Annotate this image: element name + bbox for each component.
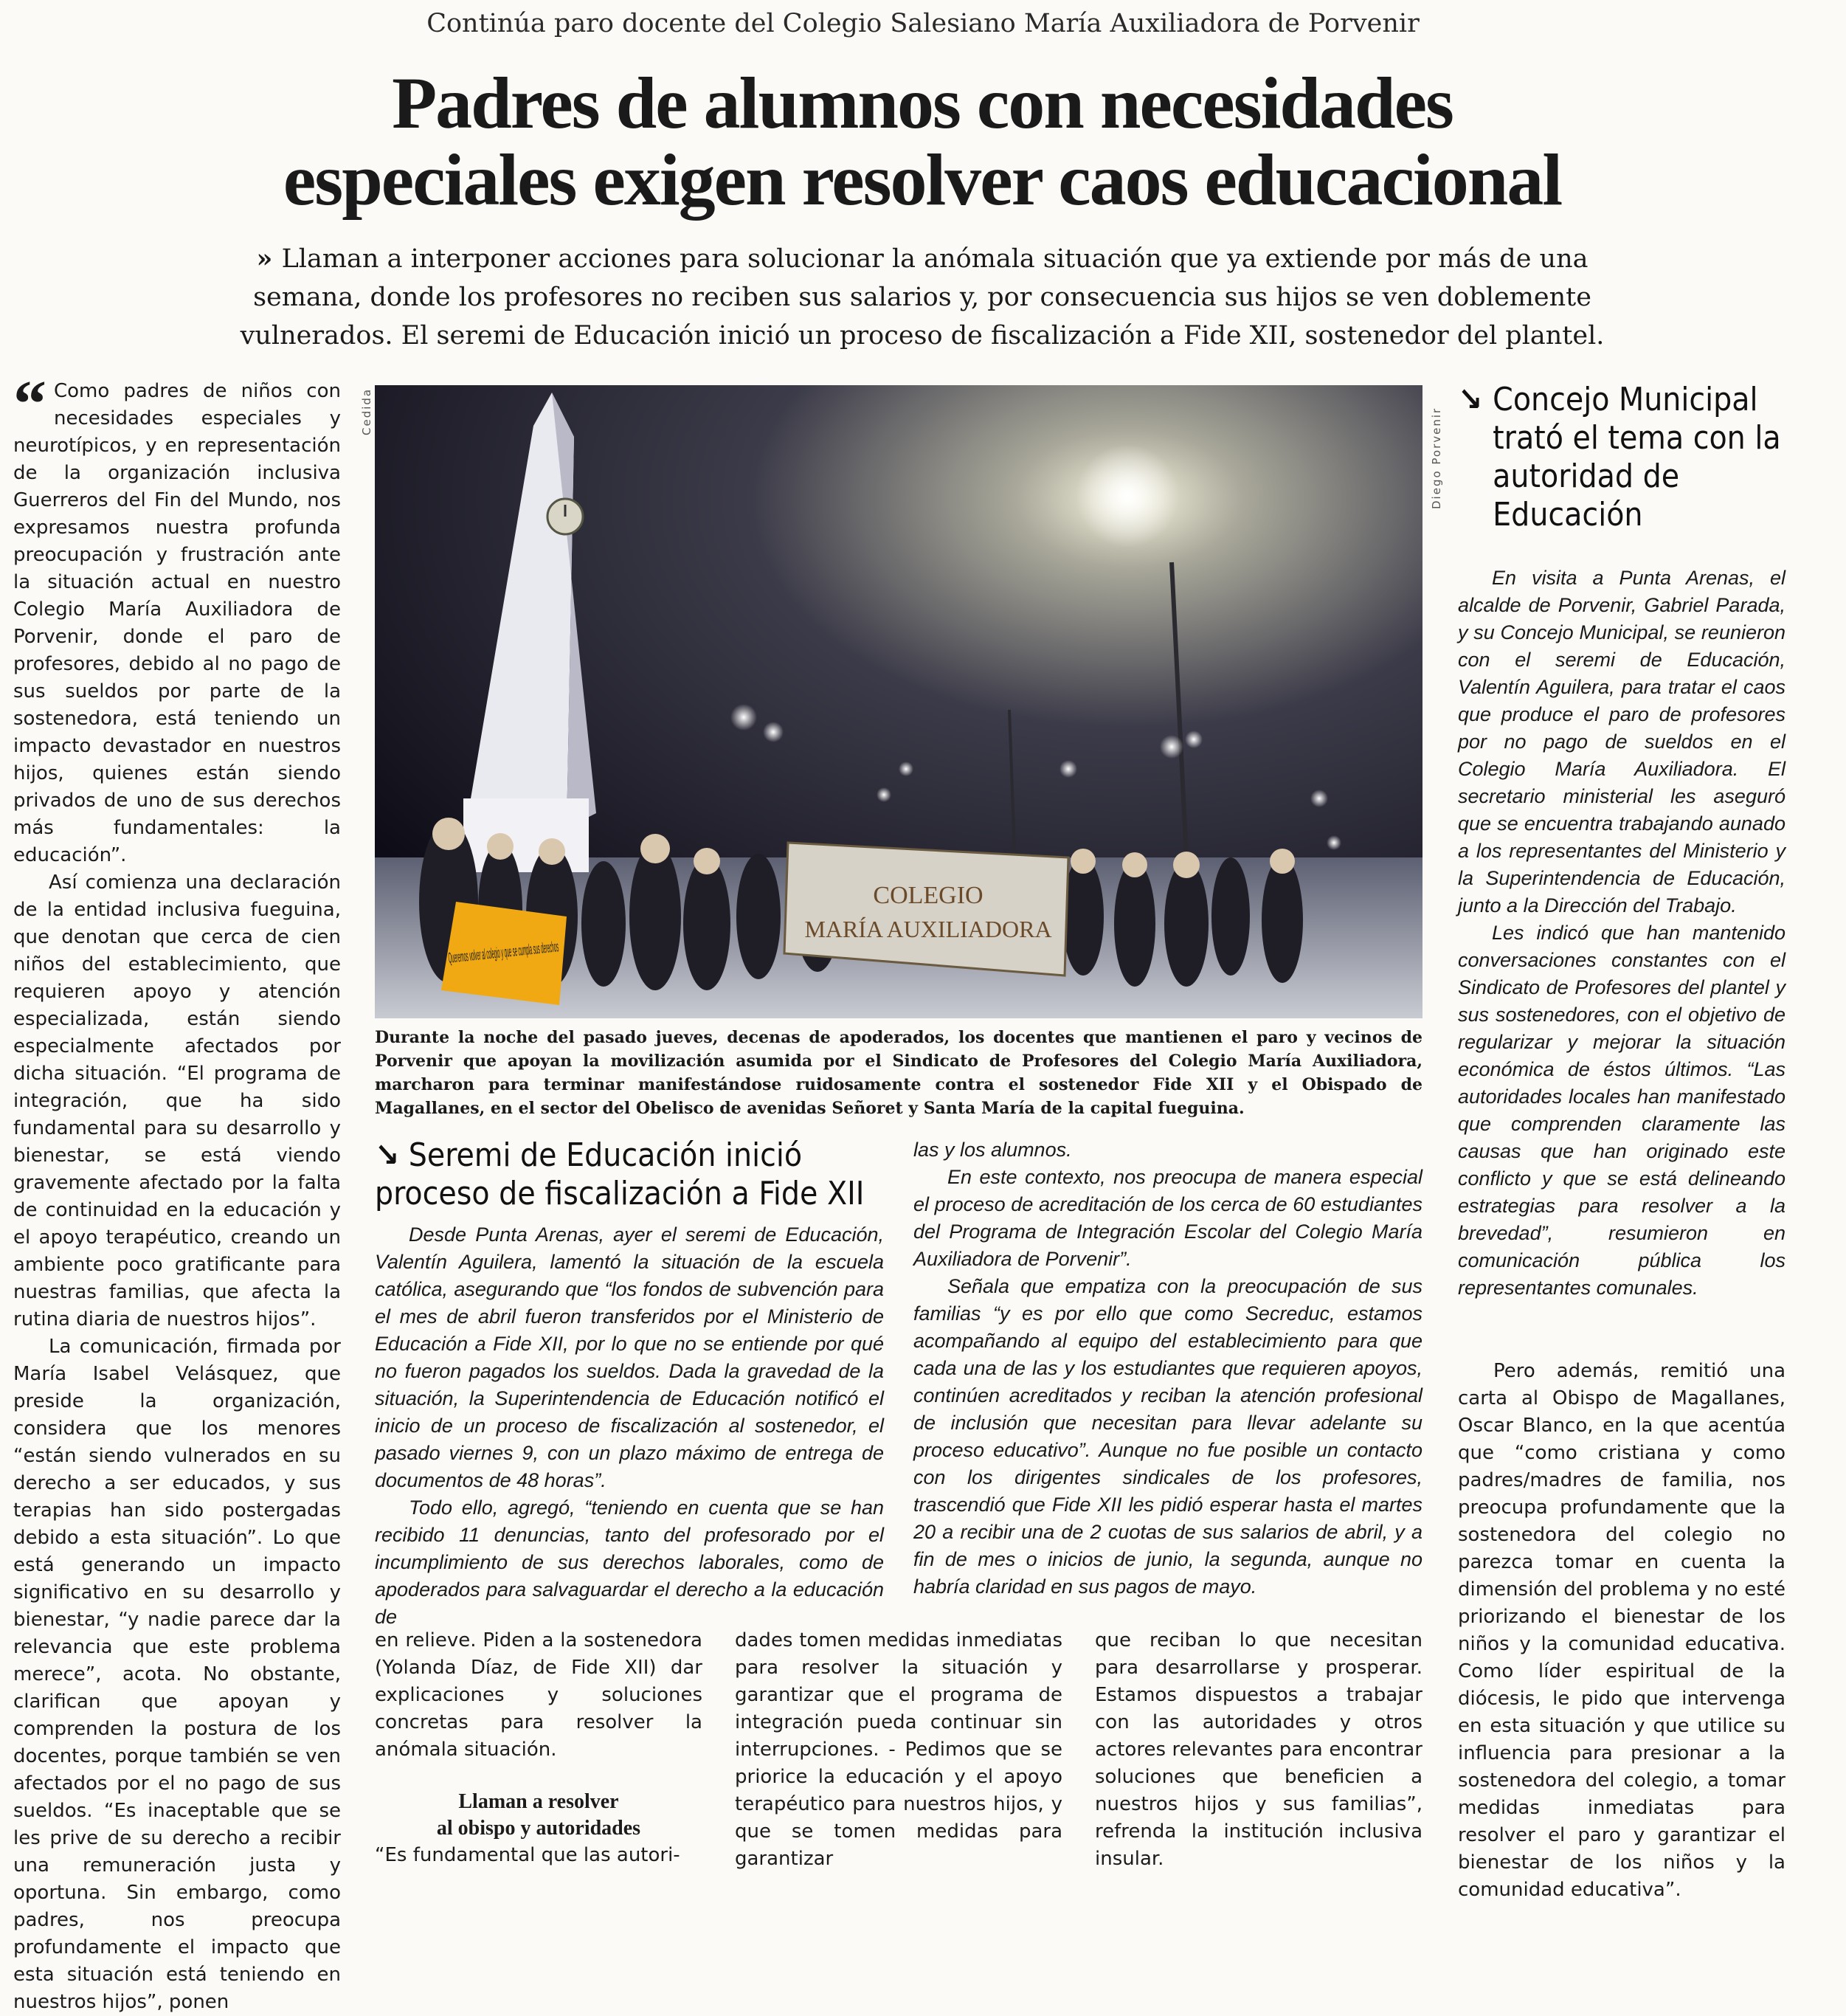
deck-text: Llaman a interponer acciones para solucionar la anómala situación que ya extiende por más de una semana, donde los profesores no reciben sus salarios y, por consecuencia sus hijos se ven doblemente vulnerados. El seremi de Educación inició un proceso de fiscalización a Fide XII, sostenedor del plantel. — [240, 244, 1605, 351]
obelisk-base — [463, 798, 589, 872]
bottom-col1-text: en relieve. Piden a la sostenedora (Yolanda Díaz, de Fide XII) dar explicaciones y soluciones concretas para resolver la anómala situación. — [375, 1629, 702, 1761]
protest-banner — [784, 843, 1068, 976]
bottom-col1-tail: “Es fundamental que las autori- — [375, 1844, 680, 1866]
left-paragraph-2: Así comienza una declaración de la entidad inclusiva fueguina, que denotan que cerca de cien niños del establecimiento, que requieren apoyo y atención especializada, están siendo especialmente afectados por dicha situación. “El programa de integración, que ha sido fundamental para su desarrollo y bienestar, se está viendo gravemente afectado por la falta de continuidad en la educación y el apoyo terapéutico, creando un ambiente poco gratificante para nuestras familias, que afecta la rutina diaria de nuestros hijos”. — [13, 871, 341, 1330]
photo-night-protest — [375, 385, 1422, 1018]
bottom-col3-text: que reciban lo que necesitan para desarrollarse y prosperar. Estamos dispuestos a trabajar con las autoridades y otros actores relevantes para encontrar soluciones que beneficien a nuestros hijos y sus familias”, refrenda la institución inclusiva insular. — [1095, 1629, 1422, 1870]
concejo-subhead — [1458, 381, 1790, 534]
seremi-subhead — [375, 1136, 891, 1213]
concejo-paragraph-2: Les indicó que han mantenido conversaciones constantes con el Sindicato de Profesores del plantel y sus sostenedores, con el objetivo de regularizar y mejorar la situación económica de éstos últimos. “Las autoridades locales han manifestado que comprenden claramente las causas que han originado este conflicto y que se está delineando estrategias para resolver a la brevedad”, resumieron en comunicación pública los representantes comunales. — [1458, 922, 1785, 1299]
headline-line-2: especiales exigen resolver caos educacional — [283, 139, 1562, 221]
concejo-column — [1458, 565, 1785, 1299]
box-title — [375, 1789, 702, 1842]
left-paragraph-1: Como padres de niños con necesidades especiales y neurotípicos, y en representación de la organización inclusiva Guerreros del Fin del Mundo, nos expresamos nuestra profunda preocupación y frustración ante la situación actual en nuestro Colegio María Auxiliadora de Porvenir, donde el paro de profesores, debido al no pago de sus sueldos por parte de la sostenedora, está teniendo un impacto devastador en nuestros hijos, quienes están siendo privados de uno de sus derechos más fundamentales: la educación”. — [13, 380, 341, 866]
seremi-subhead-text: Seremi de Educación inició proceso de fiscalización a Fide XII — [375, 1136, 865, 1212]
bottom-column-3 — [1095, 1627, 1422, 1870]
seremi-subhead-block — [375, 1136, 891, 1213]
banner-line-2: MARÍA AUXILIADORA — [804, 916, 1052, 942]
concejo-subhead-block — [1458, 381, 1790, 534]
photo-credit-left: Cedida — [360, 387, 373, 435]
left-paragraph-3: La comunicación, firmada por María Isabel Velásquez, que preside la organización, considera que los menores “están siendo vulnerados en su derecho a ser educados, y sus terapias han sido postergadas debido a esta situación”. Lo que está generando un impacto significativo en su desarrollo y bienestar, “y nadie parece dar la relevancia que este problema merece”, acota. No obstante, clarifican que apoyan y comprenden la postura de los docentes, porque también se ven afectados por el no pago de sus sueldos. “Es inaceptable que se les prive de su derecho a recibir una remuneración justa y oportuna. Sin embargo, como padres, nos preocupa profundamente el impacto que esta situación está teniendo en nuestros hijos”, ponen — [13, 1336, 341, 2013]
bottom-column-2 — [735, 1627, 1062, 1870]
seremi-paragraph-2: Todo ello, agregó, “teniendo en cuenta que se han recibido 11 denuncias, tanto del profesorado por el incumplimiento de sus derechos laborales, como de apoderados para salvaguardar el derecho a la educación de — [375, 1497, 884, 1628]
seremi-column-2 — [913, 1136, 1422, 1598]
bottom-column-1 — [375, 1627, 702, 1866]
kicker: Continúa paro docente del Colegio Salesiano María Auxiliadora de Porvenir — [426, 9, 1420, 38]
headline-line-1: Padres de alumnos con necesidades — [392, 62, 1453, 144]
left-column — [13, 367, 341, 2013]
photo-scene — [375, 385, 1422, 1018]
deck — [229, 240, 1616, 355]
banner-line-1: COLEGIO — [873, 882, 984, 909]
seremi-paragraph-4: En este contexto, nos preocupa de manera especial el proceso de acreditación de los cerca de 60 estudiantes del Programa de Integración Escolar del Colegio María Auxiliadora de Porvenir”. — [913, 1166, 1422, 1270]
seremi-paragraph-1: Desde Punta Arenas, ayer el seremi de Educación, Valentín Aguilera, lamentó la situación de la escuela católica, asegurando que “los fondos de subvención para el mes de abril fueron transferidos por el Ministerio de Educación a Fide XII, por lo que no se entiende por qué no fueron pagados los sueldos. Dada la gravedad de la situación, la Superintendencia de Educación notificó el inicio de un proceso de fiscalización al sostenedor, el pasado viernes 9, con un plazo máximo de entrega de documentos de 48 horas”. — [375, 1223, 884, 1491]
seremi-column-1 — [375, 1221, 884, 1628]
box-title-line-2: al obispo y autoridades — [436, 1817, 641, 1840]
box-title-line-1: Llaman a resolver — [458, 1790, 619, 1813]
right-bottom-column — [1458, 1358, 1785, 1901]
bottom-col2-text: dades tomen medidas inmediatas para resolver la situación y garantizar que el programa de integración pueda continuar sin interrupciones. - Pedimos que se priorice la educación y el apoyo terapéutico para nuestros hijos, y que se tomen medidas para garantizar — [735, 1629, 1062, 1870]
photo-caption: Durante la noche del pasado jueves, decenas de apoderados, los docentes que mantienen el paro y vecinos de Porvenir que apoyan la movilización asumida por el Sindicato de Profesores del Colegio María Auxiliadora, marcharon para terminar manifestándose ruidosamente contra el sostenedor Fide XII y el Obispado de Magallanes, en el sector del Obelisco de avenidas Señoret y Santa María de la capital fueguina. — [375, 1028, 1422, 1118]
concejo-paragraph-1: En visita a Punta Arenas, el alcalde de Porvenir, Gabriel Parada, y su Concejo Municipal, se reunieron con el seremi de Educación, Valentín Aguilera, para tratar el caos que produce el paro de profesores por no pago de sueldos en el Colegio María Auxiliadora. El secretario ministerial les aseguró que se encuentra trabajando aunado a los representantes del Ministerio y la Superintendencia de Educación, junto a la Dirección del Trabajo. — [1458, 567, 1785, 916]
arrow-southeast-icon: ↘ — [375, 1136, 400, 1174]
right-bottom-paragraph: Pero además, remitió una carta al Obispo de Magallanes, Oscar Blanco, en la que acentúa que “como cristiana y como padres/madres de familia, nos preocupa profundamente que la sostenedora del colegio no parezca tomar en cuenta la dimensión del problema y no esté priorizando el bienestar de los niños y la comunidad educativa. Como líder espiritual de la diócesis, le pido que intervenga en esta situación y que utilice su influencia para presionar a la sostenedora del colegio, a tomar medidas inmediatas para resolver el paro y garantizar el bienestar de los niños y la comunidad educativa”. — [1458, 1360, 1785, 1901]
concejo-subhead-text: Concejo Municipal trató el tema con la autoridad de Educación — [1493, 381, 1781, 534]
opening-quote-icon: “ — [13, 367, 46, 441]
arrow-southeast-icon: ↘ — [1458, 381, 1483, 418]
deck-chevron-icon: » — [256, 244, 282, 274]
seremi-paragraph-5: Señala que empatiza con la preocupación de sus familias “y es por ello que como Secreduc, estamos acompañando al equipo del establecimiento para que cada una de las y los estudiantes que requieren apoyos, continúen acreditados y reciban la atención profesional de inclusión que necesitan para llevar adelante su proceso educativo”. Aunque no fue posible un contacto con los dirigentes sindicales de los profesores, trascendió que Fide XII les pidió esperar hasta el martes 20 a recibir una de 2 cuotas de sus salarios de abril, y a fin de mes o inicios de junio, la segunda, aunque no habría claridad en sus pagos de mayo. — [913, 1275, 1422, 1598]
photo-credit-right: Diego Porvenir — [1430, 407, 1443, 509]
seremi-paragraph-3: las y los alumnos. — [913, 1139, 1072, 1161]
headline — [111, 62, 1734, 221]
street-lamp-light — [1076, 444, 1179, 548]
